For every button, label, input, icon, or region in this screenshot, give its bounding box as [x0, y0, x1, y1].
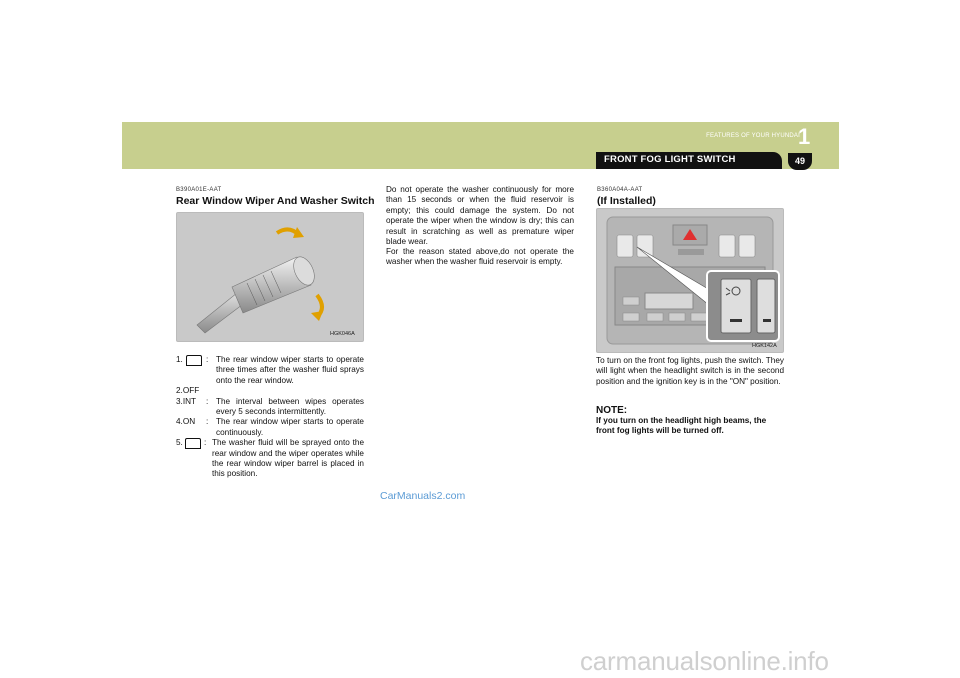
- item-text: The rear window wiper starts to operate three times after the washer fluid sprays onto the rear window.: [216, 355, 364, 385]
- item-number: 1.: [176, 355, 183, 364]
- left-section-title: Rear Window Wiper And Washer Switch: [176, 195, 375, 207]
- item-number: 5.: [176, 438, 183, 448]
- right-figure-code: HGK142A: [752, 343, 777, 349]
- chapter-label: FEATURES OF YOUR HYUNDAI: [706, 133, 800, 139]
- list-item: 3.INT : The interval between wipes operates every 5 seconds intermittently.: [176, 396, 364, 417]
- item-text: The rear window wiper starts to operate continuously.: [216, 417, 364, 437]
- list-item: 4.ON : The rear window wiper starts to operate continuously.: [176, 417, 364, 437]
- item-text: The interval between wipes operates every 5 seconds intermittently.: [216, 396, 364, 417]
- right-section-subtitle: (If Installed): [597, 195, 656, 207]
- note-text: If you turn on the headlight high beams, the front fog lights will be turned off.: [596, 416, 767, 436]
- wiper-switch-figure: [176, 212, 364, 342]
- note-heading: NOTE:: [596, 405, 628, 416]
- list-item: 1. : The rear window wiper starts to operate three times after the washer fluid sprays onto the rear window.: [176, 355, 364, 385]
- chapter-number: 1: [798, 124, 811, 149]
- section-title: FRONT FOG LIGHT SWITCH: [604, 154, 736, 165]
- dashboard-illustration: [597, 209, 783, 352]
- footer-watermark: carmanualsonline.info: [580, 646, 829, 676]
- left-figure-code: HGK046A: [330, 331, 355, 337]
- washer-reservoir-paragraph: For the reason stated above,do not operate the washer when the washer fluid reservoir is empty.: [386, 247, 574, 267]
- wiper-stalk-illustration: [177, 213, 363, 341]
- fog-light-switch-figure: [596, 208, 784, 353]
- list-item: [176, 386, 364, 396]
- wiper-position-list: [176, 355, 364, 480]
- left-section-code: B390A01E-AAT: [176, 187, 222, 193]
- washer-icon: [186, 355, 202, 366]
- page-number: 49: [794, 156, 805, 166]
- site-watermark[interactable]: CarManuals2.com: [380, 490, 466, 502]
- item-number: 3.INT: [176, 396, 197, 406]
- item-text: The washer fluid will be sprayed onto the rear window and the wiper operates while the rear window wiper barrel is placed in this position.: [212, 438, 364, 479]
- right-section-code: B360A04A-AAT: [597, 187, 643, 193]
- washer-icon: [185, 438, 201, 449]
- washer-caution-paragraph: Do not operate the washer continuously for more than 15 seconds or when the fluid reservoir is empty; this could damage the system. Do not operate the wiper when the window is dry; this can result in scratching as well as premature wiper blade wear.: [386, 185, 574, 247]
- item-number: 4.ON: [176, 417, 196, 427]
- item-number: 2.OFF: [176, 386, 200, 396]
- fog-light-instructions: To turn on the front fog lights, push the switch. They will light when the headlight switch is in the second position and the ignition key is in the "ON" position.: [596, 356, 784, 386]
- list-item: 5. : The washer fluid will be sprayed onto the rear window and the wiper operates while the rear window wiper barrel is placed in this position.: [176, 438, 364, 479]
